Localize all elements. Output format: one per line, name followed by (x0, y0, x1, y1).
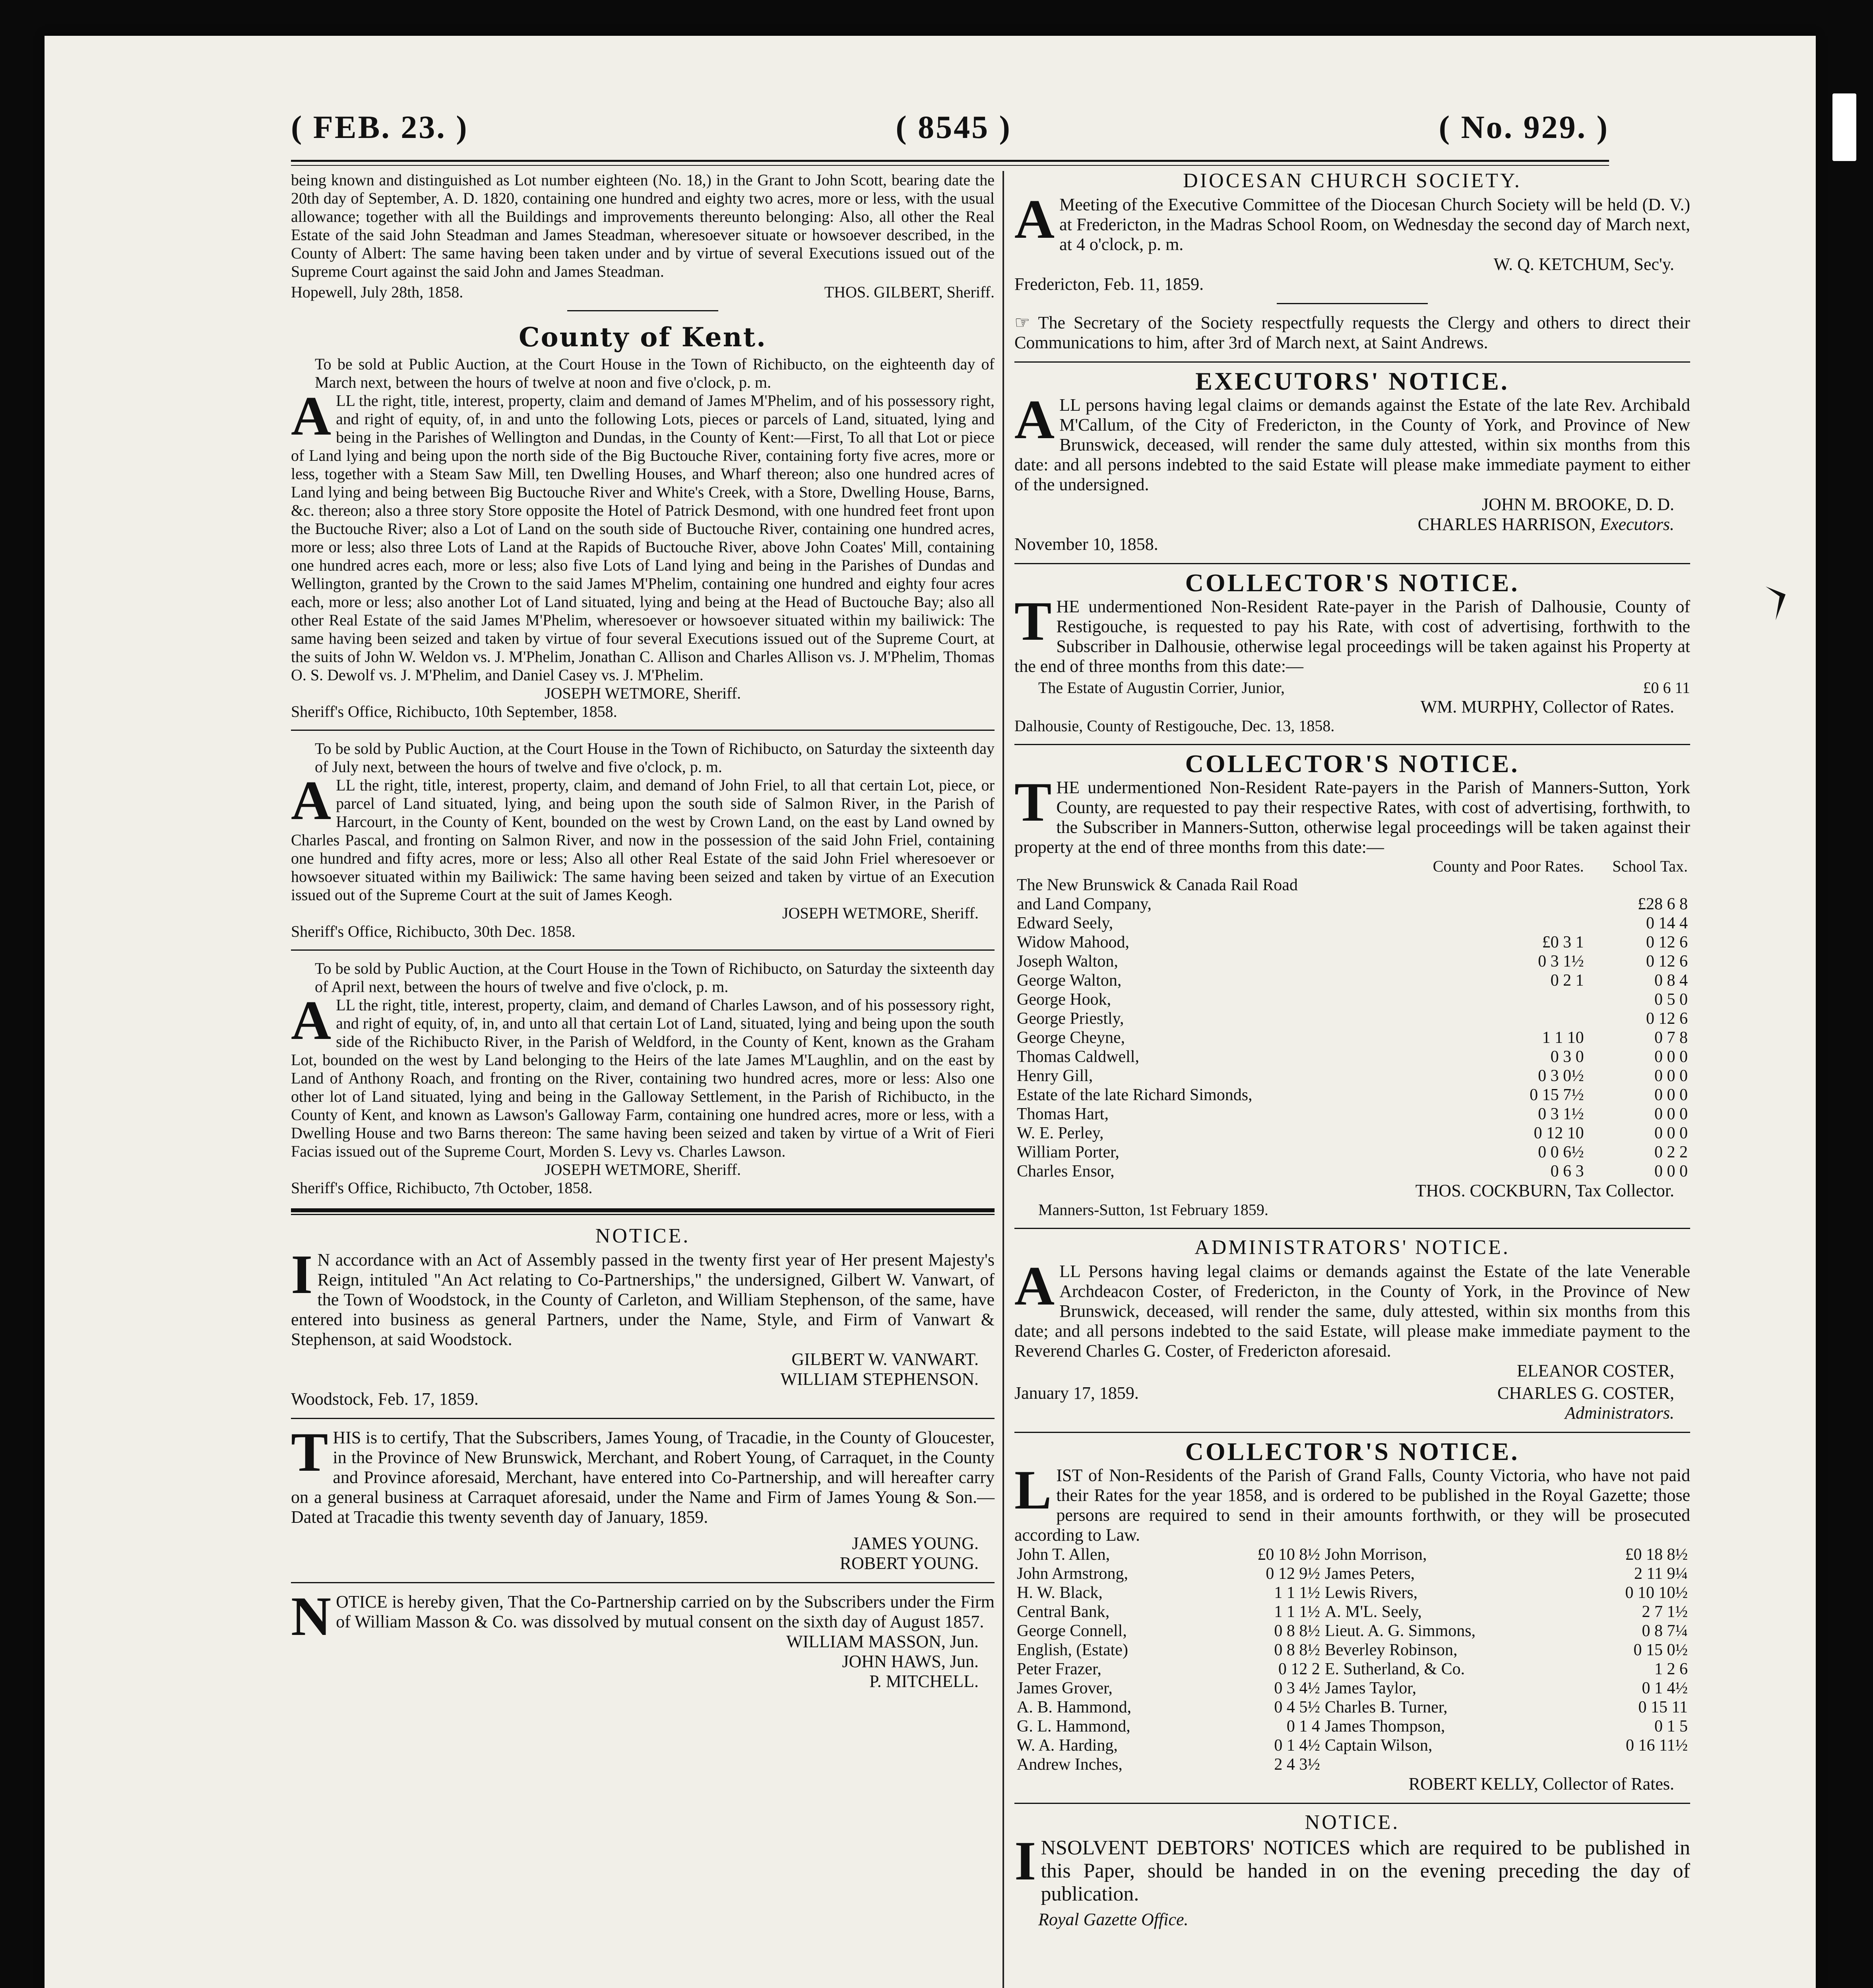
cell-n2: E. Sutherland, & Co. (1324, 1660, 1465, 1678)
cell-a1: 1 1 1½ (1274, 1603, 1320, 1621)
table-row (1014, 971, 1690, 990)
table-row (1014, 876, 1690, 895)
cell-county (1384, 990, 1586, 1009)
mphelim-sheriff: JOSEPH WETMORE, Sheriff. (544, 684, 741, 702)
table-row (1014, 1698, 1690, 1717)
mphelim-sale-text: LL the right, title, interest, property, claim and demand of James M'Phelim, and of his possessory right, and right of equity, of, in and unto the following Lots, pieces or parcels of Land, situated, lying and being in the Parishes of Wellington and Dundas, in the County of Kent:—First, To all that Lot or piece of Land lying and being upon the north side of the Big Buctouche River, containing forty five acres, more or less, together with a Steam Saw Mill, ten Dwelling Houses, and Wharf thereon; also one hundred acres of Land lying and being between Big Buctouche River and White's Creek, with a Store, Dwelling House, Barns, &c. thereon; also a three story Store opposite the Hotel of Patrick Desmond, with one hundred feet front upon the Buctouche River; also a Lot of Land on the south side of Buctouche River, containing one hundred acres, more or less; also three Lots of Land at the Rapids of Buctouche River, above John Coates' Mill, containing one hundred acres each, more or less; also five Lots of Land lying and being in the Parishes of Dundas and Wellington, granted by the Crown to the said James M'Phelim, containing one hundred and eighty four acres each, more or less; also another Lot of Land situated, lying and being at the Head of Buctouche Bay; also all other Real Estate of the said James M'Phelim, wheresoever or howsoever situated within my bailiwick: The same having been seized and taken by virtue of four several Executions issued out of the Supreme Court, at the suits of John W. Weldon vs. J. M'Phelim, Jonathan C. Allison and Charles Allison vs. J. M'Phelim, Thomas O. S. Dewolf vs. J. M'Phelim, and Daniel Casey vs. J. M'Phelim. (291, 392, 995, 684)
divider (1014, 1432, 1690, 1433)
table-row (1014, 895, 1690, 914)
table-row (1014, 952, 1690, 971)
cell-county: 0 3 1½ (1538, 952, 1584, 971)
cell-school: 0 0 0 (1654, 1067, 1688, 1085)
cell-county: 1 1 10 (1542, 1029, 1584, 1047)
page-header (291, 103, 1609, 151)
grandfalls-rows (1014, 1545, 1690, 1774)
dalhousie-ratepayer: The Estate of Augustin Corrier, Junior, (1038, 679, 1285, 697)
partnership-signatory-1: GILBERT W. VANWART. (791, 1349, 979, 1369)
drop-cap: I (1014, 1830, 1036, 1892)
collector-grandfalls-text: IST of Non-Residents of the Parish of Grand Falls, County Victoria, who have not paid their Rates for the year 1858, and is ordered to be published in the Royal Gazette; those persons are required to send in their amounts forthwith, or they will be prosecuted according to Law. (1014, 1466, 1690, 1545)
drop-cap: T (1014, 771, 1052, 833)
cell-n1: W. A. Harding, (1017, 1736, 1118, 1755)
collector-dalhousie-item (1014, 679, 1690, 697)
cell-a1: 0 3 4½ (1274, 1679, 1320, 1697)
dalhousie-amount: £0 6 11 (1643, 679, 1690, 697)
divider (291, 1418, 995, 1419)
cell-a2: 0 1 5 (1654, 1717, 1688, 1736)
collector-dalhousie-body (1014, 590, 1690, 676)
divider (291, 1582, 995, 1583)
table-row (1014, 1640, 1690, 1660)
cell-name: Thomas Hart, (1017, 1105, 1109, 1123)
left-column (291, 171, 995, 1691)
diocesan-heading: DIOCESAN CHURCH SOCIETY. (1183, 169, 1522, 192)
divider (1014, 361, 1690, 363)
cell-a1: 0 8 8½ (1274, 1622, 1320, 1640)
cell-name: George Cheyne, (1017, 1029, 1125, 1047)
cell-name: George Walton, (1017, 971, 1122, 990)
cell-a2: 2 11 9¼ (1634, 1565, 1688, 1583)
executors-body (1014, 389, 1690, 495)
cell-n1: James Grover, (1017, 1679, 1113, 1697)
lawson-office-date: Sheriff's Office, Richibucto, 7th October, 1858. (291, 1179, 593, 1197)
header-issue-number: ( No. 929. ) (1439, 109, 1609, 145)
cell-a2 (1579, 1755, 1690, 1774)
administrators-role (1014, 1403, 1690, 1423)
administrator-1: ELEANOR COSTER, (1517, 1361, 1674, 1380)
cell-county: 0 12 10 (1534, 1124, 1584, 1142)
cell-n1: John T. Allen, (1017, 1545, 1110, 1564)
cell-county (1384, 1009, 1586, 1028)
cell-school: 0 12 6 (1646, 933, 1688, 951)
manners-date: Manners-Sutton, 1st February 1859. (1038, 1201, 1268, 1219)
cell-school (1586, 876, 1690, 895)
manners-collector: THOS. COCKBURN, Tax Collector. (1415, 1181, 1674, 1200)
masson-dissolution-text: OTICE is hereby given, That the Co-Partnership carried on by the Subscribers under the Firm of William Masson & Co. was dissolved by mutual consent on the sixth day of August 1857. (336, 1592, 995, 1631)
cell-a1: 0 1 4 (1286, 1717, 1320, 1736)
executor-2-name: CHARLES HARRISON, (1417, 514, 1596, 534)
cell-school: 0 0 0 (1654, 1162, 1688, 1180)
cell-n2: Lewis Rivers, (1324, 1584, 1418, 1602)
collector-dalhousie-text: HE undermentioned Non-Resident Rate-payer in the Parish of Dalhousie, County of Restigouche, is requested to pay his Rate, with cost of advertising, forthwith to the Subscriber in Dalhousie, otherwise legal proceedings will be taken against his Property at the end of three months from this date:— (1014, 597, 1690, 676)
insolvent-notice-heading: NOTICE. (1305, 1811, 1400, 1834)
insolvent-notice-text: NSOLVENT DEBTORS' NOTICES which are required to be published in this Paper, should be handed in on the evening preceding the day of publication. (1041, 1837, 1690, 1905)
cell-name: William Porter, (1017, 1143, 1119, 1161)
manners-rows (1014, 876, 1690, 1181)
mphelim-office-date: Sheriff's Office, Richibucto, 10th September, 1858. (291, 703, 617, 720)
cell-n1: A. B. Hammond, (1017, 1698, 1132, 1716)
header-rule (291, 160, 1609, 166)
cell-school: 0 0 0 (1654, 1048, 1688, 1066)
steadman-date: Hopewell, July 28th, 1858. (291, 283, 463, 301)
drop-cap: N (291, 1586, 332, 1647)
cell-school: 0 7 8 (1654, 1029, 1688, 1047)
divider (1014, 744, 1690, 745)
cell-name: Widow Mahood, (1017, 933, 1129, 951)
school-tax-header: School Tax. (1612, 857, 1688, 875)
friel-sheriff: JOSEPH WETMORE, Sheriff. (782, 904, 979, 922)
table-row (1014, 1028, 1690, 1047)
divider (1014, 1228, 1690, 1229)
clip-mark-icon (1764, 582, 1788, 622)
cell-name: Thomas Caldwell, (1017, 1048, 1139, 1066)
cell-county: 0 3 1½ (1538, 1105, 1584, 1123)
executors-text: LL persons having legal claims or demands against the Estate of the late Rev. Archibald M'Callum, of the City of Fredericton, in the County of York, and Province of New Brunswick, deceased, will render the same duly attested, within six months from this date: and all persons indebted to the said Estate will please make immediate payment to either of the undersigned. (1014, 395, 1690, 494)
executors-role: Executors. (1600, 514, 1674, 534)
cell-county: 0 3 0½ (1538, 1067, 1584, 1085)
collector-manners-body (1014, 771, 1690, 857)
cell-n2: Charles B. Turner, (1324, 1698, 1448, 1716)
friel-sale-text: LL the right, title, interest, property, claim, and demand of John Friel, to all that certain Lot, piece, or parcel of Land situated, lying, and being upon the south side of Salmon River, in the Parish of Harcourt, in the County of Kent, bounded on the west by Crown Land, on the east by Land owned by Charles Pascal, and fronting on Salmon River, and now in the possession of the said John Friel, containing one hundred and fifty acres, more or less; Also all other Real Estate of the said John Friel wheresoever or howsoever situated within my Bailiwick: The same having been seized and taken by virtue of an Execution issued out of the Supreme Court at the suit of James Keogh. (291, 776, 995, 904)
executor-2 (1014, 514, 1690, 534)
cell-a2: 0 15 0½ (1633, 1641, 1688, 1659)
cell-school: 0 14 4 (1646, 914, 1688, 932)
table-row (1014, 1085, 1690, 1105)
cell-county (1384, 876, 1586, 895)
table-row (1014, 1660, 1690, 1679)
partnership-notice-text: N accordance with an Act of Assembly passed in the twenty first year of Her present Majesty's Reign, intituled "An Act relating to Co-Partnerships," the undersigned, Gilbert W. Vanwart, of the Town of Woodstock, in the County of Carleton, and William Stephenson, of the same, have entered into business as general Partners, under the Name, Style, and Firm of Vanwart & Stephenson, at said Woodstock. (291, 1250, 995, 1349)
cell-county (1384, 895, 1586, 914)
cell-county: 0 0 6½ (1538, 1143, 1584, 1161)
lawson-sale-intro: To be sold by Public Auction, at the Court House in the Town of Richibucto, on Saturday the sixteenth day of April next, between the hours of twelve and five o'clock, p. m. (315, 959, 995, 996)
cell-a2: 0 16 11½ (1626, 1736, 1688, 1755)
divider (291, 730, 995, 731)
drop-cap: A (291, 770, 332, 831)
county-rates-header: County and Poor Rates. (1433, 857, 1584, 875)
drop-cap: L (1014, 1459, 1052, 1521)
cell-county: 0 3 0 (1550, 1048, 1584, 1066)
cell-n1: Central Bank, (1017, 1603, 1110, 1621)
cell-name: Joseph Walton, (1017, 952, 1118, 971)
cell-n1: John Armstrong, (1017, 1565, 1128, 1583)
administrators-role-text: Administrators. (1565, 1403, 1674, 1423)
cell-n1: Andrew Inches, (1017, 1755, 1123, 1774)
dalhousie-collector: WM. MURPHY, Collector of Rates. (1420, 697, 1674, 716)
divider (1014, 563, 1690, 564)
collector-manners-text: HE undermentioned Non-Resident Rate-payers in the Parish of Manners-Sutton, York County, are requested to pay their respective Rates, with cost of advertising, forthwith, to the Subscriber in Manners-Sutton, otherwise legal proceedings will be taken against their property at the end of three months from this date:— (1014, 778, 1690, 857)
cell-a1: 2 4 3½ (1274, 1755, 1320, 1774)
executor-1: JOHN M. BROOKE, D. D. (1481, 495, 1674, 514)
cell-n2: James Taylor, (1324, 1679, 1417, 1697)
drop-cap: A (291, 990, 332, 1051)
column-divider (1002, 171, 1004, 1988)
cell-n1: English, (Estate) (1017, 1641, 1128, 1659)
collector-grandfalls-body (1014, 1459, 1690, 1545)
executors-heading: EXECUTORS' NOTICE. (1195, 367, 1509, 395)
cell-a2: 0 10 10½ (1625, 1584, 1688, 1602)
steadman-sheriff: THOS. GILBERT, Sheriff. (824, 283, 995, 301)
gazette-office-text: Royal Gazette Office. (1038, 1910, 1189, 1929)
grandfalls-collector: ROBERT KELLY, Collector of Rates. (1408, 1774, 1674, 1794)
cell-school: 0 5 0 (1654, 990, 1688, 1009)
administrators-heading: ADMINISTRATORS' NOTICE. (1194, 1236, 1510, 1259)
table-row (1014, 914, 1690, 933)
table-row (1014, 1717, 1690, 1736)
right-column (1014, 171, 1690, 1930)
cell-name: Estate of the late Richard Simonds, (1017, 1086, 1253, 1104)
cell-name: and Land Company, (1017, 895, 1152, 913)
county-of-kent-heading: County of Kent. (518, 322, 767, 353)
cell-n2: Beverley Robinson, (1324, 1641, 1458, 1659)
cell-a1: 0 12 9½ (1266, 1565, 1320, 1583)
cell-school: 0 2 2 (1654, 1143, 1688, 1161)
table-row (1014, 1621, 1690, 1640)
gazette-office (1014, 1910, 1690, 1930)
dalhousie-date: Dalhousie, County of Restigouche, Dec. 13, 1858. (1014, 717, 1335, 735)
header-page-number: ( 8545 ) (896, 109, 1012, 145)
cell-a2: 0 1 4½ (1642, 1679, 1688, 1697)
administrators-text: LL Persons having legal claims or demands against the Estate of the late Venerable Archdeacon Coster, of Fredericton, in the County of York, in the Province of New Brunswick, deceased, will render the same, duly attested, within six months from this date; and all persons indebted to the said Estate, will please make immediate payment to the Reverend Charles G. Coster, of Fredericton aforesaid. (1014, 1262, 1690, 1361)
thick-divider (291, 1208, 995, 1215)
table-row (1014, 1143, 1690, 1162)
cell-a1: 0 8 8½ (1274, 1641, 1320, 1659)
cell-name: George Hook, (1017, 990, 1111, 1009)
divider (1014, 1803, 1690, 1804)
partnership-notice-heading: NOTICE. (595, 1225, 690, 1247)
administrators-date: January 17, 1859. (1014, 1383, 1139, 1403)
executors-date: November 10, 1858. (1014, 534, 1158, 554)
young-certificate-body (291, 1421, 995, 1527)
masson-signatory-2: JOHN HAWS, Jun. (842, 1652, 979, 1671)
cell-n2: James Peters, (1324, 1565, 1415, 1583)
collector-manners-heading: COLLECTOR'S NOTICE. (1185, 749, 1520, 778)
grandfalls-rates-table (1014, 1545, 1690, 1774)
masson-signatory-1: WILLIAM MASSON, Jun. (786, 1632, 979, 1651)
young-certificate-text: HIS is to certify, That the Subscribers, James Young, of Tracadie, in the County of Gloucester, in the Province of New Brunswick, Merchant, and Robert Young, of Carraquet, in the County and Province aforesaid, Merchant, have entered into Co-Partnership, and will hereafter carry on a general business at Carraquet aforesaid, under the Name and Firm of James Young & Son.—Dated at Tracadie this twenty seventh day of January, 1859. (291, 1428, 995, 1527)
cell-school: 0 0 0 (1654, 1124, 1688, 1142)
administrators-sign-line (1014, 1383, 1690, 1403)
table-row (1014, 1679, 1690, 1698)
cell-a1: 0 12 2 (1278, 1660, 1320, 1678)
cell-school: 0 12 6 (1646, 1010, 1688, 1028)
cell-county: £0 3 1 (1542, 933, 1584, 951)
friel-sale-intro: To be sold by Public Auction, at the Court House in the Town of Richibucto, on Saturday the sixteenth day of July next, between the hours of twelve and five o'clock, p. m. (315, 740, 995, 776)
partnership-signatory-2: WILLIAM STEPHENSON. (780, 1369, 979, 1389)
cell-school: 0 12 6 (1646, 952, 1688, 971)
table-row (1014, 1105, 1690, 1124)
table-row (1014, 1124, 1690, 1143)
cell-n2: Captain Wilson, (1324, 1736, 1433, 1755)
cell-n1: George Connell, (1017, 1622, 1127, 1640)
drop-cap: A (1014, 389, 1055, 450)
cell-a2: 0 8 7¼ (1642, 1622, 1688, 1640)
manners-rates-table (1014, 857, 1690, 1181)
partnership-notice-body (291, 1244, 995, 1349)
friel-office-date: Sheriff's Office, Richibucto, 30th Dec. 1858. (291, 922, 576, 940)
table-row (1014, 1602, 1690, 1621)
scanner-tab (1832, 93, 1856, 161)
diocesan-body (1014, 188, 1690, 254)
cell-a1: £0 10 8½ (1257, 1545, 1320, 1564)
cell-school: 0 0 0 (1654, 1105, 1688, 1123)
cell-name: George Priestly, (1017, 1010, 1124, 1028)
cell-county: 0 15 7½ (1530, 1086, 1584, 1104)
cell-a2: £0 18 8½ (1625, 1545, 1688, 1564)
drop-cap: I (291, 1244, 313, 1305)
diocesan-secretary: W. Q. KETCHUM, Sec'y. (1493, 254, 1674, 274)
divider (291, 949, 995, 951)
young-signatory-1: JAMES YOUNG. (852, 1534, 979, 1553)
drop-cap: T (291, 1421, 328, 1483)
partnership-date: Woodstock, Feb. 17, 1859. (291, 1389, 479, 1409)
administrator-2: CHARLES G. COSTER, (1497, 1383, 1674, 1403)
cell-a2: 0 15 11 (1638, 1698, 1688, 1716)
cell-n1: H. W. Black, (1017, 1584, 1103, 1602)
cell-a1: 0 4 5½ (1274, 1698, 1320, 1716)
header-date: ( FEB. 23. ) (291, 109, 469, 145)
steadman-signature-line (291, 283, 995, 301)
cell-name: Henry Gill, (1017, 1067, 1093, 1085)
diocesan-date: Fredericton, Feb. 11, 1859. (1014, 274, 1204, 294)
masson-signatory-3: P. MITCHELL. (869, 1672, 979, 1691)
cell-n2: John Morrison, (1324, 1545, 1427, 1564)
table-row (1014, 1545, 1690, 1564)
table-row (1014, 1047, 1690, 1066)
table-row (1014, 1564, 1690, 1583)
cell-county: 0 2 1 (1550, 971, 1584, 990)
diocesan-text: Meeting of the Executive Committee of the Diocesan Church Society will be held (D. V.) at Fredericton, in the Madras School Room, on Wednesday the second day of March next, at 4 o'clock, p. m. (1059, 195, 1690, 254)
cell-a2: 1 2 6 (1654, 1660, 1688, 1678)
cell-school: £28 6 8 (1638, 895, 1688, 913)
mphelim-sale-body (291, 385, 995, 684)
cell-school: 0 0 0 (1654, 1086, 1688, 1104)
cell-n1: Peter Frazer, (1017, 1660, 1101, 1678)
table-row (1014, 1583, 1690, 1602)
drop-cap: A (1014, 1255, 1055, 1317)
table-row (1014, 1009, 1690, 1028)
divider (1277, 303, 1428, 304)
cell-a1: 1 1 1½ (1274, 1584, 1320, 1602)
cell-county: 0 6 3 (1550, 1162, 1584, 1180)
table-row (1014, 1736, 1690, 1755)
table-row (1014, 1162, 1690, 1181)
gazette-page (45, 36, 1816, 1988)
cell-n1: G. L. Hammond, (1017, 1717, 1130, 1736)
table-row (1014, 1066, 1690, 1085)
cell-name: Charles Ensor, (1017, 1162, 1115, 1180)
cell-school: 0 8 4 (1654, 971, 1688, 990)
collector-dalhousie-heading: COLLECTOR'S NOTICE. (1185, 569, 1520, 597)
cell-n2: Lieut. A. G. Simmons, (1324, 1622, 1476, 1640)
diocesan-secretary-note: ☞ The Secretary of the Society respectfully requests the Clergy and others to direct their Communications to him, after 3rd of March next, at Saint Andrews. (1014, 313, 1690, 352)
cell-n2: A. M'L. Seely, (1324, 1603, 1422, 1621)
divider (567, 310, 718, 311)
cell-a2: 2 7 1½ (1642, 1603, 1688, 1621)
cell-name: W. E. Perley, (1017, 1124, 1104, 1142)
friel-sale-body (291, 770, 995, 904)
steadman-notice-text: being known and distinguished as Lot number eighteen (No. 18,) in the Grant to John Scott, bearing date the 20th day of September, A. D. 1820, containing one hundred and eighty two acres, more or less, with the usual allowance; together with all the Buildings and improvements thereunto belonging: Also, all other the Real Estate of the said John Steadman and James Steadman, wheresoever situate or howsoever described, in the County of Albert: The same having been taken under and by virtue of several Executions issued out of the Supreme Court against the said John and James Steadman. (291, 171, 995, 280)
drop-cap: A (291, 385, 332, 447)
table-row (1014, 933, 1690, 952)
mphelim-sale-intro: To be sold at Public Auction, at the Court House in the Town of Richibucto, on the eighteenth day of March next, between the hours of twelve at noon and five o'clock, p. m. (315, 355, 995, 391)
table-header-row (1014, 857, 1690, 876)
collector-grandfalls-heading: COLLECTOR'S NOTICE. (1185, 1437, 1520, 1466)
drop-cap: A (1014, 188, 1055, 250)
table-row (1014, 1755, 1690, 1774)
cell-n2 (1322, 1755, 1579, 1774)
administrators-body (1014, 1255, 1690, 1361)
cell-n2: James Thompson, (1324, 1717, 1445, 1736)
cell-county (1384, 914, 1586, 933)
cell-name: Edward Seely, (1017, 914, 1113, 932)
young-signatory-2: ROBERT YOUNG. (840, 1553, 979, 1573)
lawson-sale-text: LL the right, title, interest, property, claim, and demand of Charles Lawson, and of his possessory right, and right of equity, of, in, and unto all that certain Lot of Land, situated, lying and being upon the south side of the Richibucto River, in the Parish of Weldford, in the County of Kent, known as the Graham Lot, bounded on the west by Land belonging to the Heirs of the late James M'Laughlin, and on the east by Land of Anthony Roach, and fronting on the River, containing two hundred acres, more or less: Also one other lot of Land situated, lying and being in the Galloway Settlement, in the Parish of Richibucto, in the County of Kent, and known as Lawson's Galloway Farm, containing one hundred acres, more or less, with a Dwelling House and two Barns thereon: The same having been seized and taken by virtue of a Writ of Fieri Facias issued out of the Supreme Court, Morden S. Levy vs. Charles Lawson. (291, 996, 995, 1160)
cell-name: The New Brunswick & Canada Rail Road (1017, 876, 1298, 894)
table-row (1014, 990, 1690, 1009)
drop-cap: T (1014, 590, 1052, 652)
lawson-sheriff: JOSEPH WETMORE, Sheriff. (544, 1161, 741, 1178)
lawson-sale-body (291, 990, 995, 1161)
insolvent-notice-body (1014, 1830, 1690, 1906)
cell-a1: 0 1 4½ (1274, 1736, 1320, 1755)
